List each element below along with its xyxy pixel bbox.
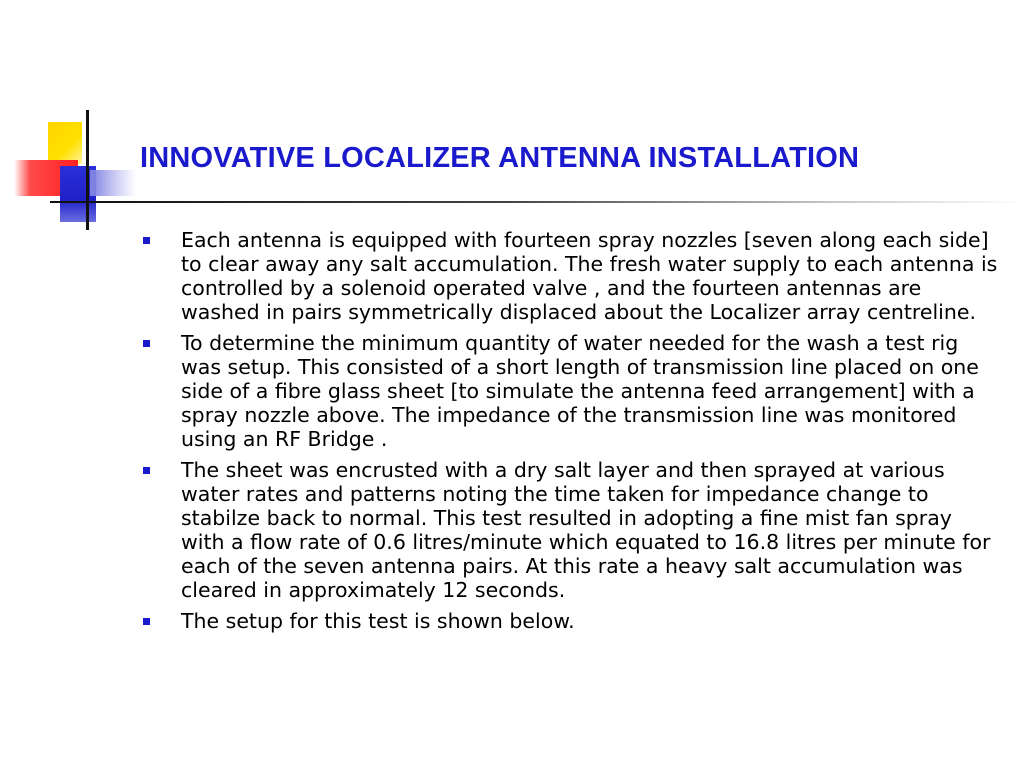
title-divider (88, 201, 1024, 203)
square-bullet-icon (143, 237, 150, 244)
bullet-item (140, 458, 1000, 602)
slide-body (140, 228, 1000, 640)
square-bullet-icon (143, 467, 150, 474)
square-bullet-icon (143, 618, 150, 625)
bullet-text: To determine the minimum quantity of water needed for the wash a test rig was setup. This consisted of a short length of transmission line placed on one side of a fibre glass sheet [to simulate the antenna feed arrangement] with a spray nozzle above. The impedance of the transmission line was monitored using an RF Bridge . (181, 331, 979, 451)
square-bullet-icon (143, 340, 150, 347)
bullet-item (140, 228, 1000, 324)
bullet-text: Each antenna is equipped with fourteen spray nozzles [seven along each side] to clear away any salt accumulation. The fresh water supply to each antenna is controlled by a solenoid operated valve , and the fourteen antennas are washed in pairs symmetrically displaced about the Localizer array centreline. (181, 228, 998, 324)
slide-logo-decoration (0, 0, 140, 240)
slide-title: INNOVATIVE LOCALIZER ANTENNA INSTALLATION (140, 142, 860, 174)
bullet-item (140, 331, 1000, 451)
logo-blue-fade (90, 170, 136, 196)
bullet-item (140, 609, 1000, 633)
logo-yellow-square (48, 122, 82, 164)
bullet-list (140, 228, 1000, 633)
bullet-text: The sheet was encrusted with a dry salt layer and then sprayed at various water rates and patterns noting the time taken for impedance change to stabilze back to normal. This test resulted in adopting a fine mist fan spray with a flow rate of 0.6 litres/minute which equated to 16.8 litres per minute for each of the seven antenna pairs. At this rate a heavy salt accumulation was cleared in approximately 12 seconds. (181, 458, 991, 602)
logo-vertical-line (86, 110, 89, 230)
bullet-text: The setup for this test is shown below. (181, 609, 575, 633)
